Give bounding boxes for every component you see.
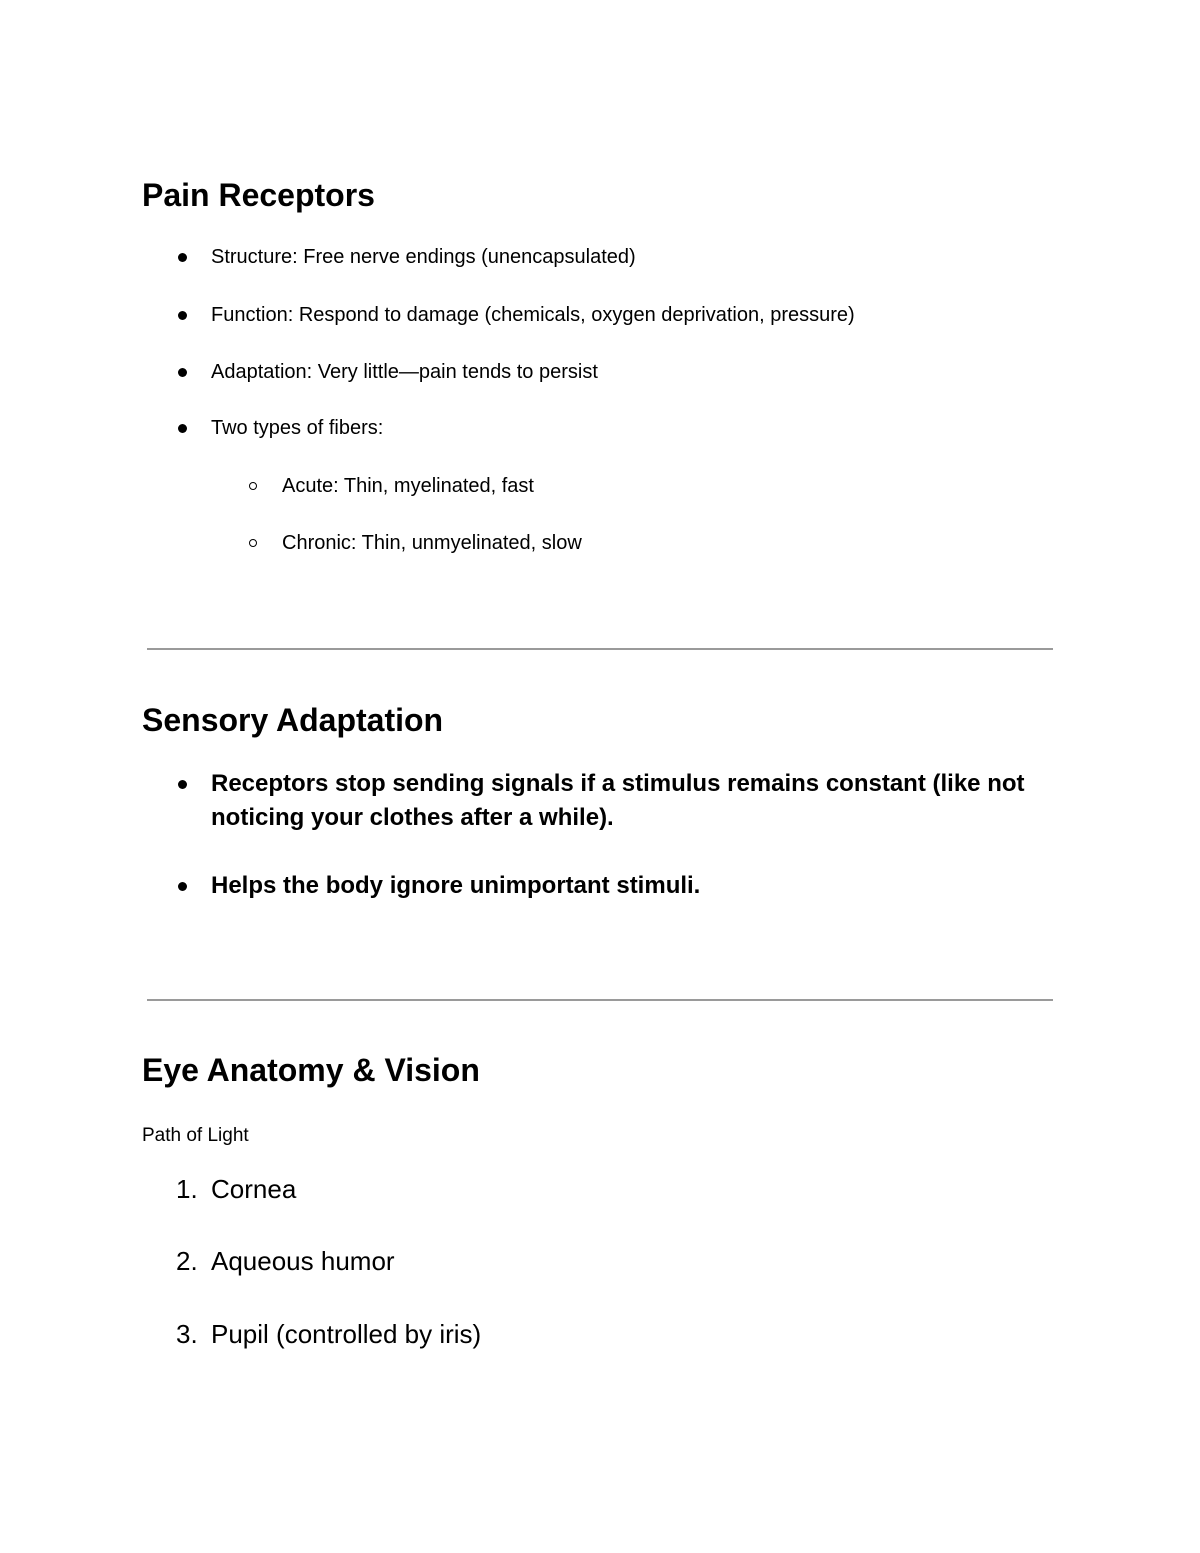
heading-sensory-adaptation: Sensory Adaptation — [142, 702, 444, 738]
numbered-item: Pupil (controlled by iris) — [211, 1319, 482, 1349]
list-item: Receptors stop sending signals if a stimulus remains constant (like not noticing your clothes after a while). — [211, 770, 1025, 831]
horizontal-divider — [147, 648, 1053, 650]
bullet-icon — [178, 253, 187, 262]
sub-bullet-icon — [249, 482, 257, 490]
subheading-path-of-light: Path of Light — [142, 1125, 249, 1146]
list-number: 3. — [176, 1319, 198, 1349]
list-item: Adaptation: Very little—pain tends to persist — [211, 361, 598, 383]
bullet-icon — [178, 368, 187, 377]
list-item: Helps the body ignore unimportant stimuli. — [211, 872, 701, 899]
list-item: Function: Respond to damage (chemicals, oxygen deprivation, pressure) — [211, 304, 855, 326]
list-number: 1. — [176, 1174, 198, 1204]
bullet-icon — [178, 311, 187, 320]
heading-eye-anatomy: Eye Anatomy & Vision — [142, 1052, 480, 1088]
list-number: 2. — [176, 1246, 198, 1276]
horizontal-divider — [147, 999, 1053, 1001]
sub-bullet-icon — [249, 539, 257, 547]
list-item: Structure: Free nerve endings (unencapsulated) — [211, 246, 636, 268]
bullet-icon — [178, 424, 187, 433]
list-item: Two types of fibers: — [211, 417, 384, 439]
bullet-icon — [178, 882, 187, 891]
sub-list-item: Chronic: Thin, unmyelinated, slow — [282, 532, 582, 554]
numbered-item: Cornea — [211, 1174, 297, 1204]
bullet-icon — [178, 780, 187, 789]
sub-list-item: Acute: Thin, myelinated, fast — [282, 475, 534, 497]
numbered-item: Aqueous humor — [211, 1246, 395, 1276]
heading-pain-receptors: Pain Receptors — [142, 177, 375, 213]
